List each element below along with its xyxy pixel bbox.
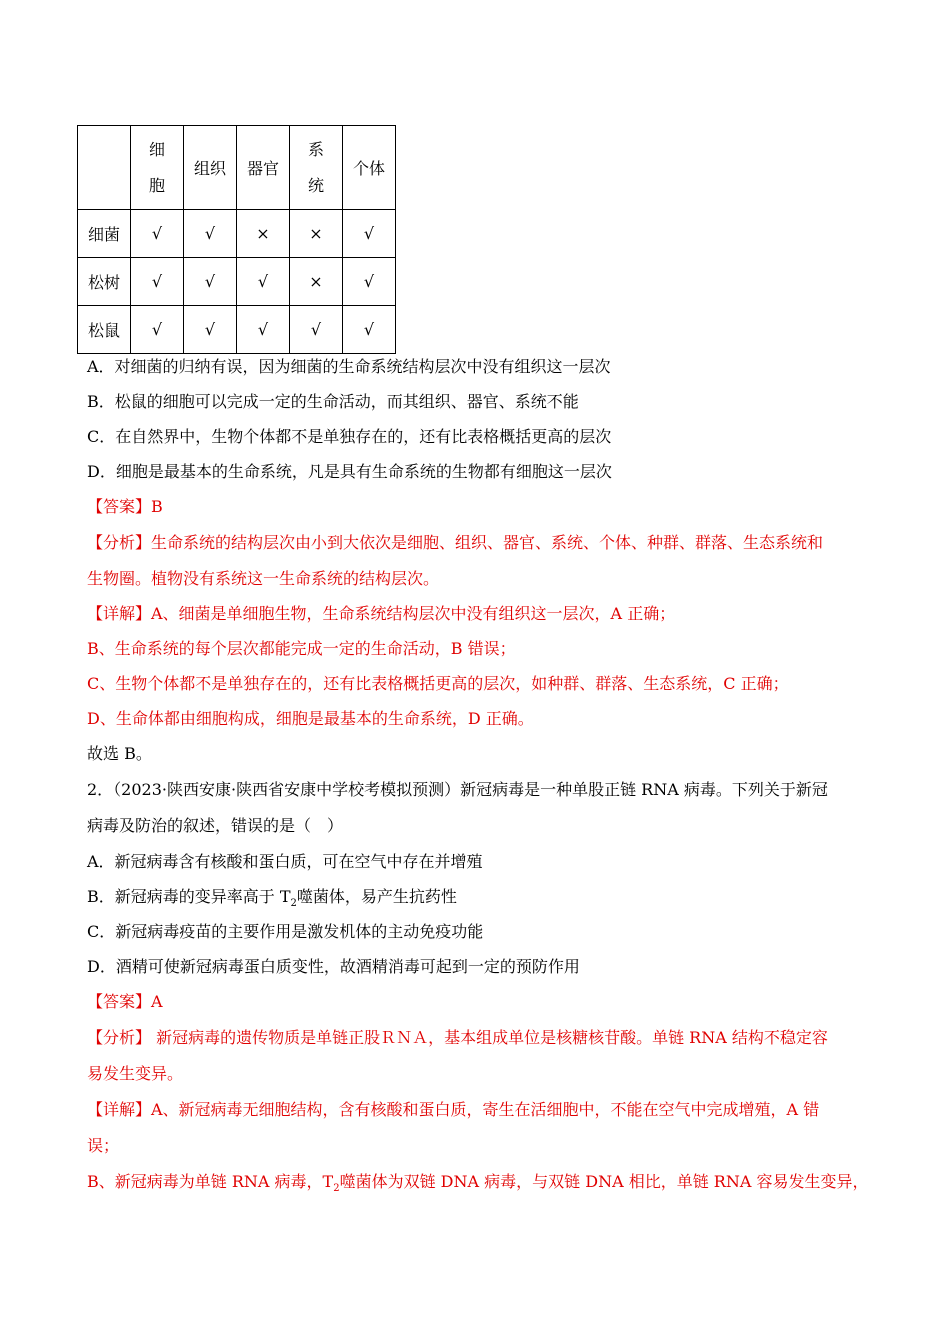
table-cell: √: [343, 210, 396, 258]
table-corner-cell: [78, 126, 131, 210]
header-cell-system: 系 统: [290, 126, 343, 210]
table-row: [78, 258, 396, 306]
q2-option-b: B．新冠病毒的变异率高于 $T_2$噬菌体，易产生抗药性: [87, 887, 457, 910]
q2-analysis-line-2: 易发生变异。: [87, 1064, 184, 1083]
table-cell: √: [131, 306, 184, 354]
q2-answer: 【答案】A: [87, 992, 163, 1011]
table-cell: √: [290, 306, 343, 354]
row-label: 细菌: [78, 210, 131, 258]
table-cell: √: [131, 210, 184, 258]
header-cell-tissue: 组织: [184, 126, 237, 210]
table-cell: √: [131, 258, 184, 306]
q2-detail-line-2: 误；: [87, 1136, 120, 1155]
table-cell: √: [184, 210, 237, 258]
q1-answer: 【答案】B: [87, 497, 163, 516]
q2-stem-line-1: 2．（2023·陕西安康·陕西省安康中学校考模拟预测）新冠病毒是一种单股正链 RNA 病毒。下列关于新冠: [87, 780, 828, 799]
table-cell: √: [237, 258, 290, 306]
q2-detail-line-1: 【详解】A、新冠病毒无细胞结构，含有核酸和蛋白质，寄生在活细胞中，不能在空气中完成增殖，A 错: [87, 1100, 820, 1119]
header-cell-organ: 器官: [237, 126, 290, 210]
table-cell: √: [237, 306, 290, 354]
q1-analysis-line-2: 生物圈。植物没有系统这一生命系统的结构层次。: [87, 569, 440, 588]
q1-detail-line-4: D、生命体都由细胞构成，细胞是最基本的生命系统，D 正确。: [87, 709, 534, 728]
q1-detail-line-2: B、生命系统的每个层次都能完成一定的生命活动，B 错误；: [87, 639, 516, 658]
table-cell: ×: [290, 258, 343, 306]
q1-option-a: A．对细菌的归纳有误，因为细菌的生命系统结构层次中没有组织这一层次: [87, 357, 611, 376]
table-row: [78, 210, 396, 258]
header-cell-individual: 个体: [343, 126, 396, 210]
table-cell: √: [343, 306, 396, 354]
q2-option-d: D．酒精可使新冠病毒蛋白质变性，故酒精消毒可起到一定的预防作用: [87, 957, 580, 976]
row-label: 松鼠: [78, 306, 131, 354]
table-cell: ×: [290, 210, 343, 258]
q2-stem-line-2: 病毒及防治的叙述，错误的是（ ）: [87, 816, 344, 835]
q1-option-d: D．细胞是最基本的生命系统，凡是具有生命系统的生物都有细胞这一层次: [87, 462, 612, 481]
table-cell: √: [343, 258, 396, 306]
q1-analysis-line-1: 【分析】生命系统的结构层次由小到大依次是细胞、组织、器官、系统、个体、种群、群落、生态系统和: [87, 533, 824, 552]
life-system-levels-table: [77, 125, 396, 354]
q1-conclusion: 故选 B。: [87, 744, 152, 763]
q2-option-c: C．新冠病毒疫苗的主要作用是激发机体的主动免疫功能: [87, 922, 484, 941]
table-cell: √: [184, 258, 237, 306]
q1-option-c: C．在自然界中，生物个体都不是单独存在的，还有比表格概括更高的层次: [87, 427, 612, 446]
table-cell: ×: [237, 210, 290, 258]
row-label: 松树: [78, 258, 131, 306]
table-cell: √: [184, 306, 237, 354]
header-cell-cell: 细 胞: [131, 126, 184, 210]
q2-detail-line-3: B、新冠病毒为单链 RNA 病毒，$T_2$噬菌体为双链 DNA 病毒，与双链 DNA 相比，单链 RNA 容易发生变异，: [87, 1172, 869, 1195]
q1-option-b: B．松鼠的细胞可以完成一定的生命活动，而其组织、器官、系统不能: [87, 392, 579, 411]
q2-option-a: A．新冠病毒含有核酸和蛋白质，可在空气中存在并增殖: [87, 852, 483, 871]
table-row: [78, 306, 396, 354]
q2-analysis-line-1: 【分析】 新冠病毒的遗传物质是单链正股ＲＮＡ，基本组成单位是核糖核苷酸。单链 RNA 结构不稳定容: [87, 1028, 828, 1047]
q1-detail-line-3: C、生物个体都不是单独存在的，还有比表格概括更高的层次，如种群、群落、生态系统，C 正确；: [87, 674, 789, 693]
table-header-row: [78, 126, 396, 210]
q1-detail-line-1: 【详解】A、细菌是单细胞生物，生命系统结构层次中没有组织这一层次，A 正确；: [87, 604, 676, 623]
